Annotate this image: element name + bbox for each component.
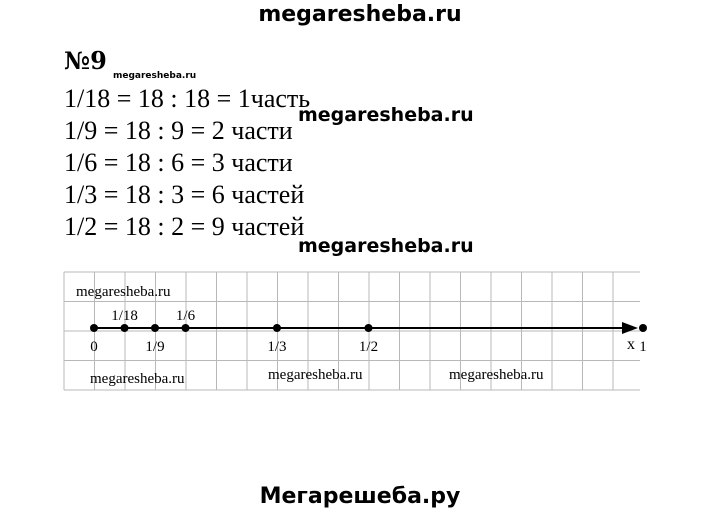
point-label-2: 1/9 — [145, 339, 165, 355]
watermark-small: megaresheba.ru — [113, 71, 197, 81]
watermark-top: megaresheba.ru — [258, 2, 462, 27]
point-label-5: 1/2 — [358, 339, 379, 355]
equation-line-3: 1/6 = 18 : 6 = 3 части — [64, 148, 293, 177]
watermark-grid-4: megaresheba.ru — [449, 367, 544, 383]
point-3 — [182, 324, 190, 332]
point-4 — [273, 324, 281, 332]
point-label-6: 1 — [639, 339, 647, 355]
point-0 — [90, 324, 98, 332]
watermark-grid-3: megaresheba.ru — [268, 367, 363, 383]
watermark-middle-1: megaresheba.ru — [298, 104, 474, 126]
point-label-0: 0 — [90, 339, 98, 355]
equation-line-1: 1/18 = 18 : 18 = 1часть — [64, 84, 311, 113]
watermark-grid-2: megaresheba.ru — [90, 371, 185, 387]
watermark-grid-1: megaresheba.ru — [76, 284, 171, 300]
equation-line-2: 1/9 = 18 : 9 = 2 части — [64, 116, 293, 145]
axis-label: x — [627, 336, 635, 353]
equation-line-4: 1/3 = 18 : 3 = 6 частей — [64, 180, 305, 209]
point-2 — [151, 324, 159, 332]
watermark-middle-2: megaresheba.ru — [298, 235, 474, 257]
point-5 — [365, 324, 373, 332]
point-1 — [121, 324, 129, 332]
point-label-1: 1/18 — [111, 308, 138, 324]
point-6 — [639, 324, 647, 332]
axis-arrow — [622, 322, 638, 334]
watermark-bottom: Мегарешеба.ру — [259, 484, 461, 509]
point-label-4: 1/3 — [267, 339, 287, 355]
task-number: №9 — [64, 46, 107, 75]
equation-line-5: 1/2 = 18 : 2 = 9 частей — [64, 212, 305, 241]
point-label-3: 1/6 — [175, 308, 196, 324]
